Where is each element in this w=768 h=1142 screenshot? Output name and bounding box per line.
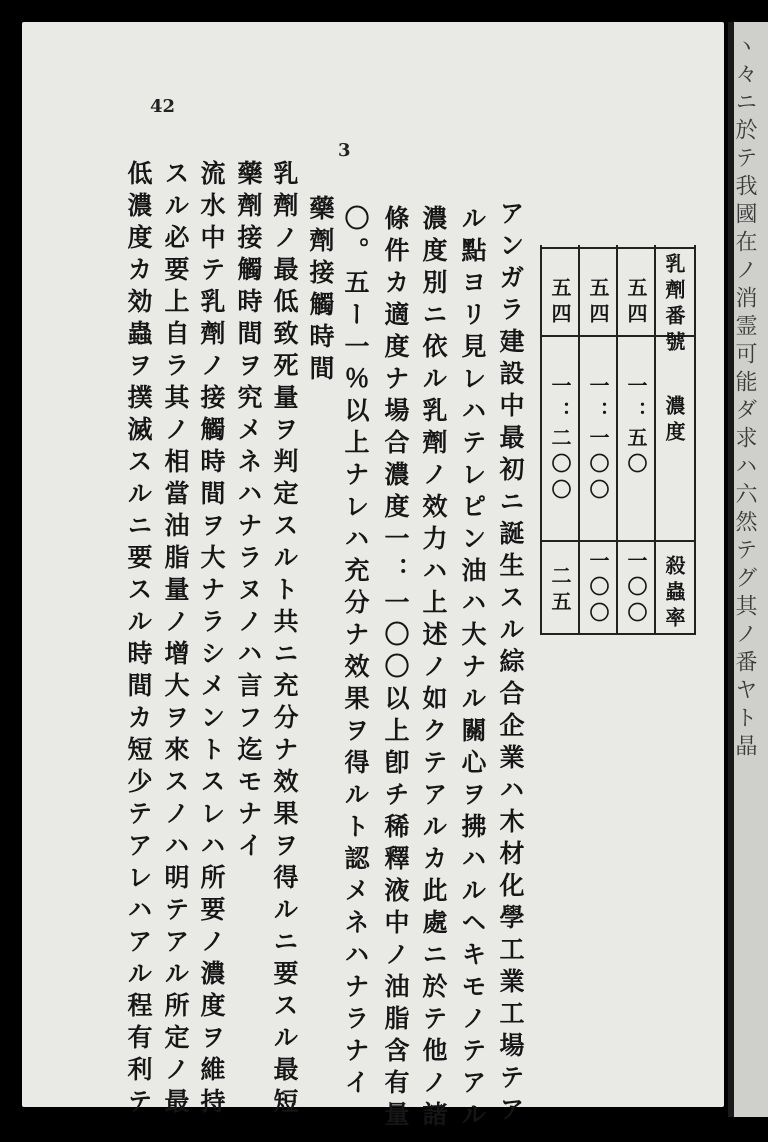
text-column: 藥劑接觸時間ヲ究メネハナラヌノハ言フ迄モナイ xyxy=(234,160,263,864)
text-column: 低濃度カ効蟲ヲ撲滅スルニ要スル時間カ短少テアレハアル程有利テ xyxy=(124,160,153,1120)
insecticide-table xyxy=(540,245,696,635)
page-number: 42 xyxy=(150,96,176,117)
text-column: 條件カ適度ナ場合濃度一：一〇〇以上卽チ稀釋液中ノ油脂含有量 xyxy=(381,205,410,1133)
text-column: ル點ヨリ見レハテレピン油ハ大ナル關心ヲ拂ハルヘキモノテアル xyxy=(458,205,487,1133)
table-header: 濃度 xyxy=(662,395,686,447)
table-cell: 五四 xyxy=(624,277,648,329)
table-cell: 一：一〇〇 xyxy=(586,375,610,505)
table-header: 乳劑番號 xyxy=(662,253,686,357)
table-cell: 二五 xyxy=(548,565,572,617)
table-cell: 一：二〇〇 xyxy=(548,375,572,505)
text-column: 乳劑ノ最低致死量ヲ判定スルト共ニ充分ナ效果ヲ得ルニ要スル最短 xyxy=(270,160,299,1120)
text-column: スル必要上自ラ其ノ相當油脂量ノ增大ヲ來スノハ明テアル所定ノ最 xyxy=(161,160,190,1120)
table-cell: 五四 xyxy=(548,277,572,329)
text-column: アンガラ建設中最初ニ誕生スル綜合企業ハ木材化學工業工場テア xyxy=(496,200,525,1128)
text-column: 濃度別ニ依ル乳劑ノ效力ハ上述ノ如クテアルカ此處ニ於テ他ノ諸 xyxy=(419,205,448,1133)
adjacent-page-text: ヽ々ニ於テ我國在ノ消霊可能ダ求ハ六然テグ其ノ番ヤト晶 xyxy=(732,34,757,762)
text-column: 流水中テ乳劑ノ接觸時間ヲ大ナラシメントスレハ所要ノ濃度ヲ維持 xyxy=(197,160,226,1120)
text-column: 〇。五ー一％以上ナレハ充分ナ效果ヲ得ルト認メネハナラナイ xyxy=(341,205,370,1101)
table-cell: 一〇〇 xyxy=(586,550,610,628)
adjacent-page-edge xyxy=(728,22,768,1117)
table-cell: 一：五〇 xyxy=(624,375,648,479)
section-number: 3 xyxy=(338,140,351,161)
section-heading: 藥劑接觸時間 xyxy=(306,195,335,387)
table-cell: 一〇〇 xyxy=(624,550,648,628)
table-cell: 五四 xyxy=(586,277,610,329)
table-header: 殺蟲率 xyxy=(662,555,686,633)
